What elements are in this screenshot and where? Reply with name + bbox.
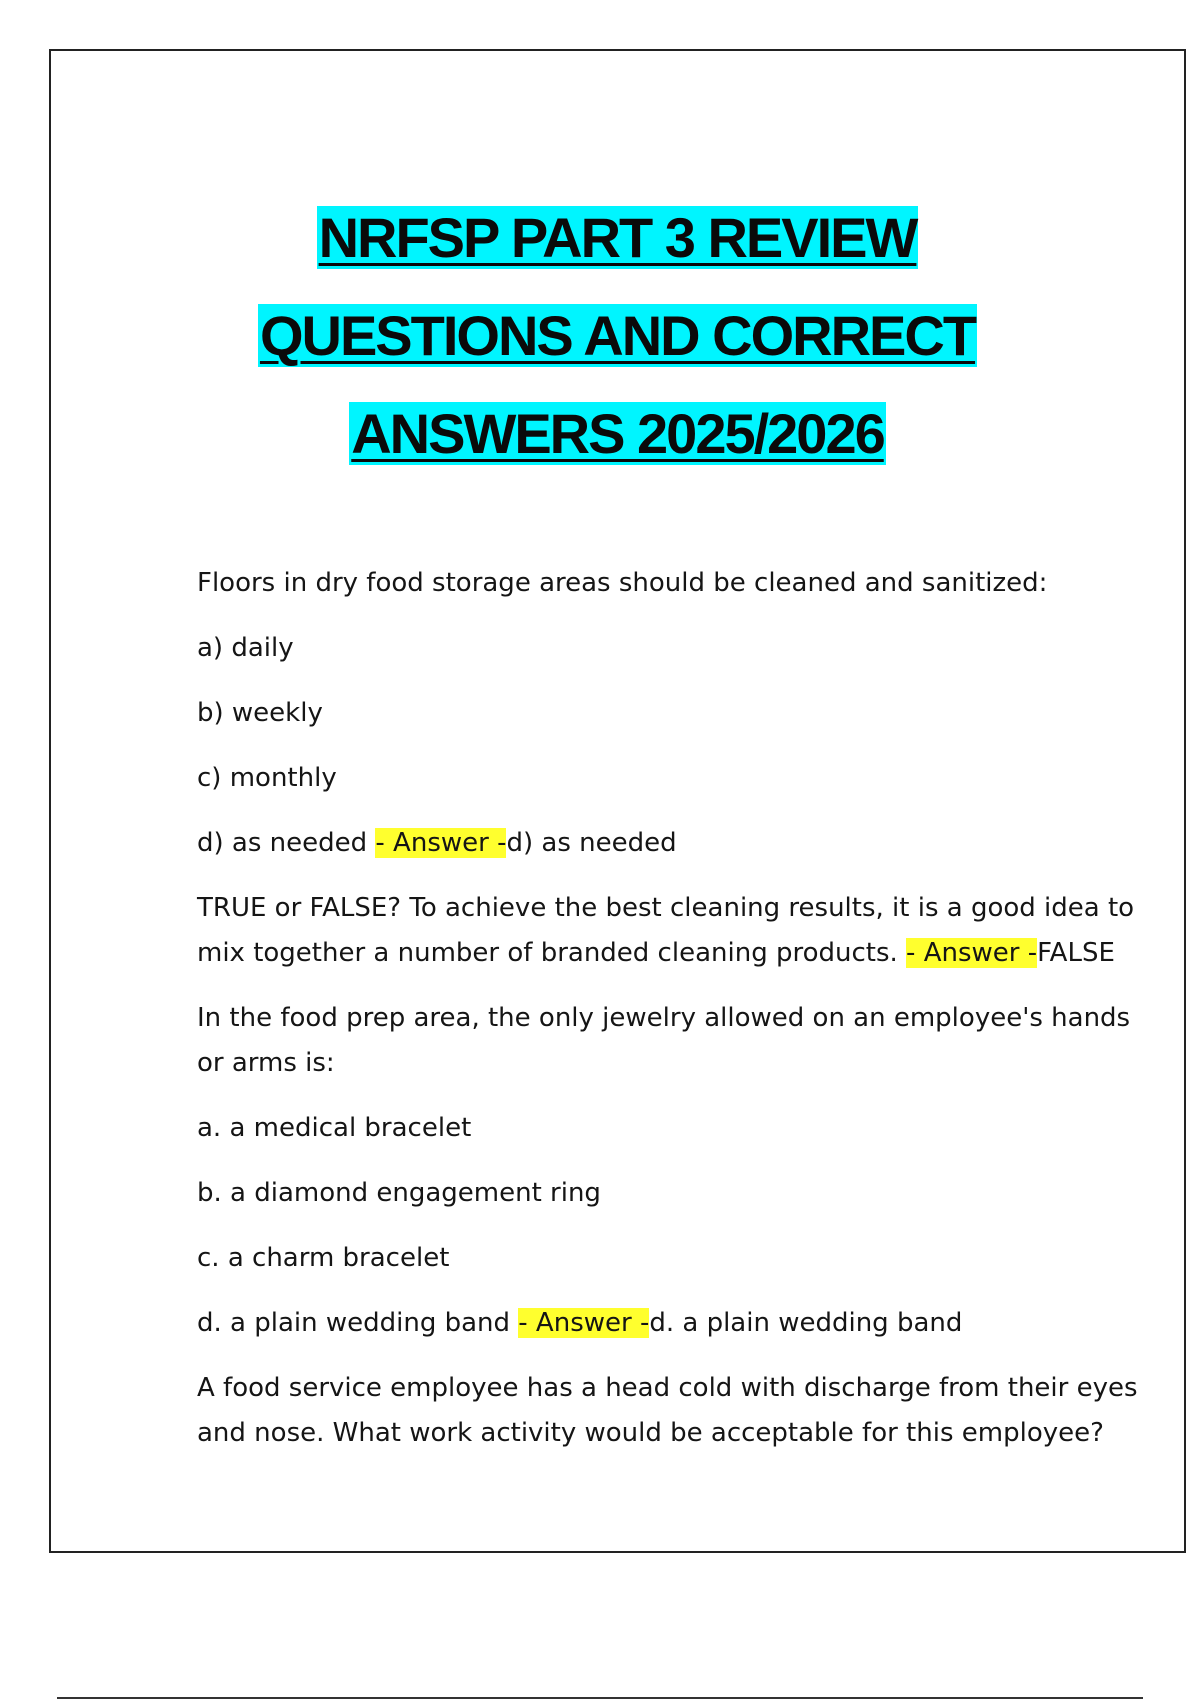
title-line-2: QUESTIONS AND CORRECT bbox=[259, 304, 976, 367]
question-1-option-d-with-answer bbox=[197, 821, 1157, 866]
question-3-text: In the food prep area, the only jewelry allowed on an employee's hands or arms is: bbox=[197, 1003, 1131, 1078]
question-3-option-d-with-answer bbox=[197, 1301, 1157, 1346]
question-3-answer: d. a plain wedding band bbox=[649, 1308, 963, 1338]
question-2-answer: FALSE bbox=[1037, 938, 1115, 968]
question-4-text: A food service employee has a head cold with discharge from their eyes and nose. What work activity would be acceptable for this employee? bbox=[197, 1373, 1138, 1448]
question-3-option-a: a. a medical bracelet bbox=[197, 1113, 472, 1143]
answer-marker: - Answer - bbox=[375, 828, 507, 858]
title-line-1: NRFSP PART 3 REVIEW bbox=[318, 206, 917, 269]
question-1-option-b: b) weekly bbox=[197, 698, 323, 728]
question-2-text: TRUE or FALSE? To achieve the best cleaning results, it is a good idea to mix together a number of branded cleaning products. bbox=[197, 893, 1135, 968]
document-title bbox=[51, 189, 1184, 483]
question-list bbox=[197, 561, 1157, 1476]
answer-marker: - Answer - bbox=[906, 938, 1038, 968]
question-3-option-d: d. a plain wedding band bbox=[197, 1308, 511, 1338]
question-3-option-c: c. a charm bracelet bbox=[197, 1243, 450, 1273]
question-1-text: Floors in dry food storage areas should be cleaned and sanitized: bbox=[197, 568, 1048, 598]
question-2 bbox=[197, 886, 1157, 976]
question-1-option-a: a) daily bbox=[197, 633, 294, 663]
page-frame bbox=[49, 49, 1186, 1553]
question-1-option-c: c) monthly bbox=[197, 763, 337, 793]
question-3-option-b: b. a diamond engagement ring bbox=[197, 1178, 601, 1208]
question-1-answer: d) as needed bbox=[506, 828, 677, 858]
page-bottom-divider bbox=[57, 1697, 1143, 1699]
title-line-3: ANSWERS 2025/2026 bbox=[351, 402, 884, 465]
answer-marker: - Answer - bbox=[518, 1308, 650, 1338]
question-1-option-d: d) as needed bbox=[197, 828, 368, 858]
